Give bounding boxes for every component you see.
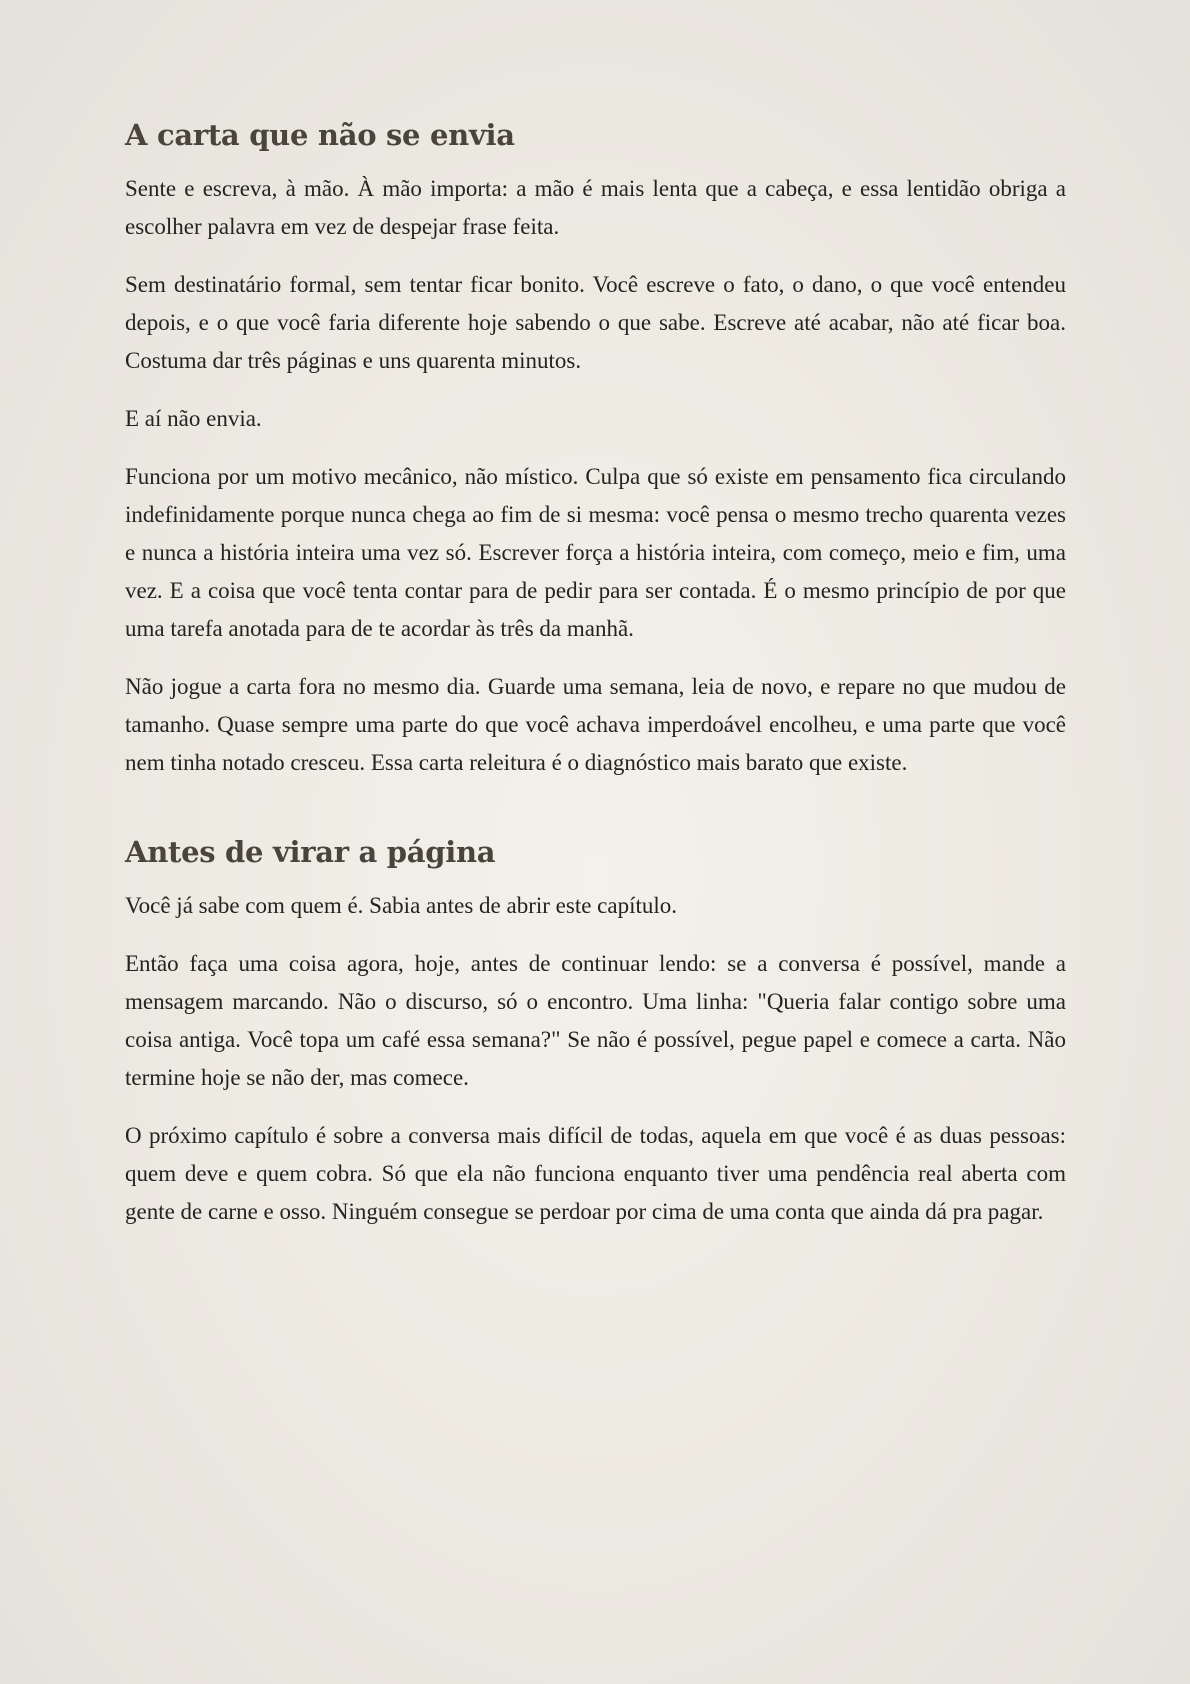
- paragraph: Você já sabe com quem é. Sabia antes de abrir este capítulo.: [125, 892, 678, 918]
- paragraph: Funciona por um motivo mecânico, não místico. Culpa que só existe em pensamento fica circulando indefinidamente porque nunca chega ao fim de si mesma: você pensa o mesmo trecho quarenta vezes e nunca a história inteira uma vez só. Escrever força a história inteira, com começo, meio e fim, uma vez. E a coisa que você tenta contar para de pedir para ser contada. É o mesmo princípio de por que uma tarefa anotada para de te acordar às três da manhã.: [125, 463, 1066, 641]
- paragraph: Não jogue a carta fora no mesmo dia. Guarde uma semana, leia de novo, e repare no que mudou de tamanho. Quase sempre uma parte do que você achava imperdoável encolheu, e uma parte que você nem tinha notado cresceu. Essa carta releitura é o diagnóstico mais barato que existe.: [125, 673, 1066, 775]
- section-heading: Antes de virar a página: [125, 834, 496, 869]
- document-page: [125, 118, 1066, 1251]
- paragraph: E aí não envia.: [125, 405, 262, 431]
- paragraph: O próximo capítulo é sobre a conversa mais difícil de todas, aquela em que você é as duas pessoas: quem deve e quem cobra. Só que ela não funciona enquanto tiver uma pendência real aberta com gente de carne e osso. Ninguém consegue se perdoar por cima de uma conta que ainda dá pra pagar.: [125, 1122, 1066, 1224]
- paragraph: Sem destinatário formal, sem tentar ficar bonito. Você escreve o fato, o dano, o que você entendeu depois, e o que você faria diferente hoje sabendo o que sabe. Escreve até acabar, não até ficar boa. Costuma dar três páginas e uns quarenta minutos.: [125, 271, 1066, 373]
- section-heading: A carta que não se envia: [125, 118, 515, 152]
- section-unsent-letter: [125, 118, 1066, 782]
- paragraph: Sente e escreva, à mão. À mão importa: a mão é mais lenta que a cabeça, e essa lentidão obriga a escolher palavra em vez de despejar frase feita.: [125, 175, 1066, 239]
- paragraph: Então faça uma coisa agora, hoje, antes de continuar lendo: se a conversa é possível, mande a mensagem marcando. Não o discurso, só o encontro. Uma linha: "Queria falar contigo sobre uma coisa antiga. Você topa um café essa semana?" Se não é possível, pegue papel e comece a carta. Não termine hoje se não der, mas comece.: [125, 950, 1066, 1090]
- section-before-turning-page: [125, 835, 1066, 1231]
